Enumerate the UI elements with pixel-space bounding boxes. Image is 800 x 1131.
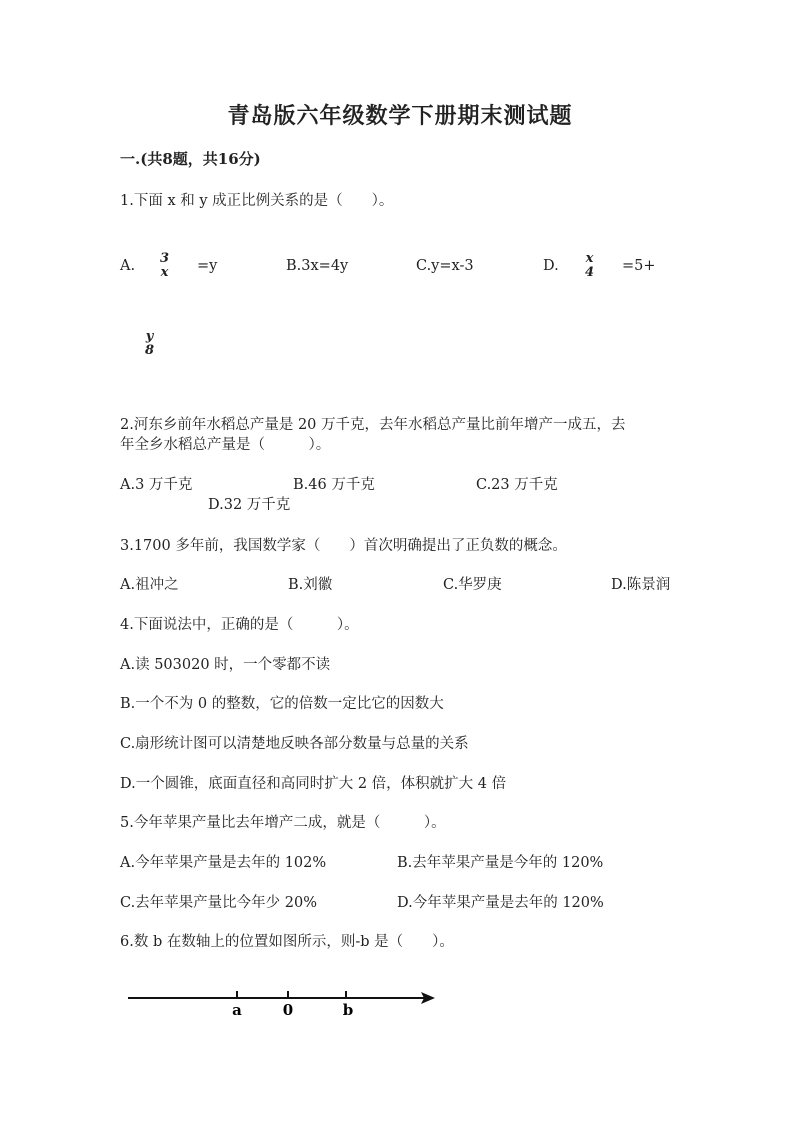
fraction-denominator: 8 <box>145 343 155 358</box>
question-2-stem-line-1: 2.河东乡前年水稻总产量是 20 万千克，去年水稻总产量比前年增产一成五，去 <box>120 417 626 433</box>
page-title: 青岛版六年级数学下册期末测试题 <box>227 103 573 129</box>
q1-option-d-mid: =5+ <box>622 258 656 274</box>
question-3-stem: 3.1700 多年前，我国数学家（ ）首次明确提出了正负数的概念。 <box>120 538 567 554</box>
q5-option-b: B.去年苹果产量是今年的 120% <box>397 855 604 871</box>
fraction-numerator: y <box>145 329 154 344</box>
q1-option-a-label: A. <box>120 258 136 274</box>
section-heading: 一.(共8题，共16分) <box>120 150 261 168</box>
q3-option-b: B.刘徽 <box>288 577 333 593</box>
fraction-numerator: 3 <box>160 251 170 266</box>
fraction-denominator: 4 <box>585 265 595 280</box>
q1-option-d-label: D. <box>543 258 559 274</box>
q5-option-d: D.今年苹果产量是去年的 120% <box>397 895 604 911</box>
q1-option-d-fraction-1 <box>585 252 594 280</box>
question-4-stem: 4.下面说法中，正确的是（ ）。 <box>120 617 359 633</box>
q3-option-a: A.祖冲之 <box>120 577 179 593</box>
fraction-numerator: x <box>585 251 594 266</box>
tick-label-zero: 0 <box>282 1001 294 1019</box>
q3-option-d: D.陈景润 <box>611 577 671 593</box>
question-6-stem: 6.数 b 在数轴上的位置如图所示，则-b 是（ ）。 <box>120 934 454 950</box>
q1-option-a-tail: =y <box>197 258 218 274</box>
question-1-stem: 1.下面 x 和 y 成正比例关系的是（ ）。 <box>120 193 394 209</box>
q4-option-d: D.一个圆锥，底面直径和高同时扩大 2 倍，体积就扩大 4 倍 <box>120 776 507 792</box>
q1-option-b: B.3x=4y <box>286 258 349 274</box>
number-line-figure <box>120 982 450 1027</box>
q3-option-c: C.华罗庚 <box>443 577 502 593</box>
tick-label-b: b <box>342 1001 354 1019</box>
q2-option-d: D.32 万千克 <box>208 497 291 513</box>
q1-option-a-fraction <box>160 252 169 280</box>
question-2-stem-line-2: 年全乡水稻总产量是（ ）。 <box>120 437 331 453</box>
q2-option-c: C.23 万千克 <box>476 477 558 493</box>
q4-option-a: A.读 503020 时，一个零都不读 <box>120 657 331 673</box>
question-5-stem: 5.今年苹果产量比去年增产二成，就是（ ）。 <box>120 815 446 831</box>
q2-option-a: A.3 万千克 <box>120 477 193 493</box>
fraction-denominator: x <box>160 265 169 280</box>
q1-option-d-fraction-2 <box>145 330 154 358</box>
q4-option-b: B.一个不为 0 的整数，它的倍数一定比它的因数大 <box>120 696 444 712</box>
q5-option-a: A.今年苹果产量是去年的 102% <box>120 855 327 871</box>
q2-option-b: B.46 万千克 <box>293 477 375 493</box>
q4-option-c: C.扇形统计图可以清楚地反映各部分数量与总量的关系 <box>120 736 469 752</box>
tick-label-a: a <box>232 1001 242 1019</box>
q5-option-c: C.去年苹果产量比今年少 20% <box>120 895 318 911</box>
q1-option-c: C.y=x-3 <box>416 258 474 274</box>
